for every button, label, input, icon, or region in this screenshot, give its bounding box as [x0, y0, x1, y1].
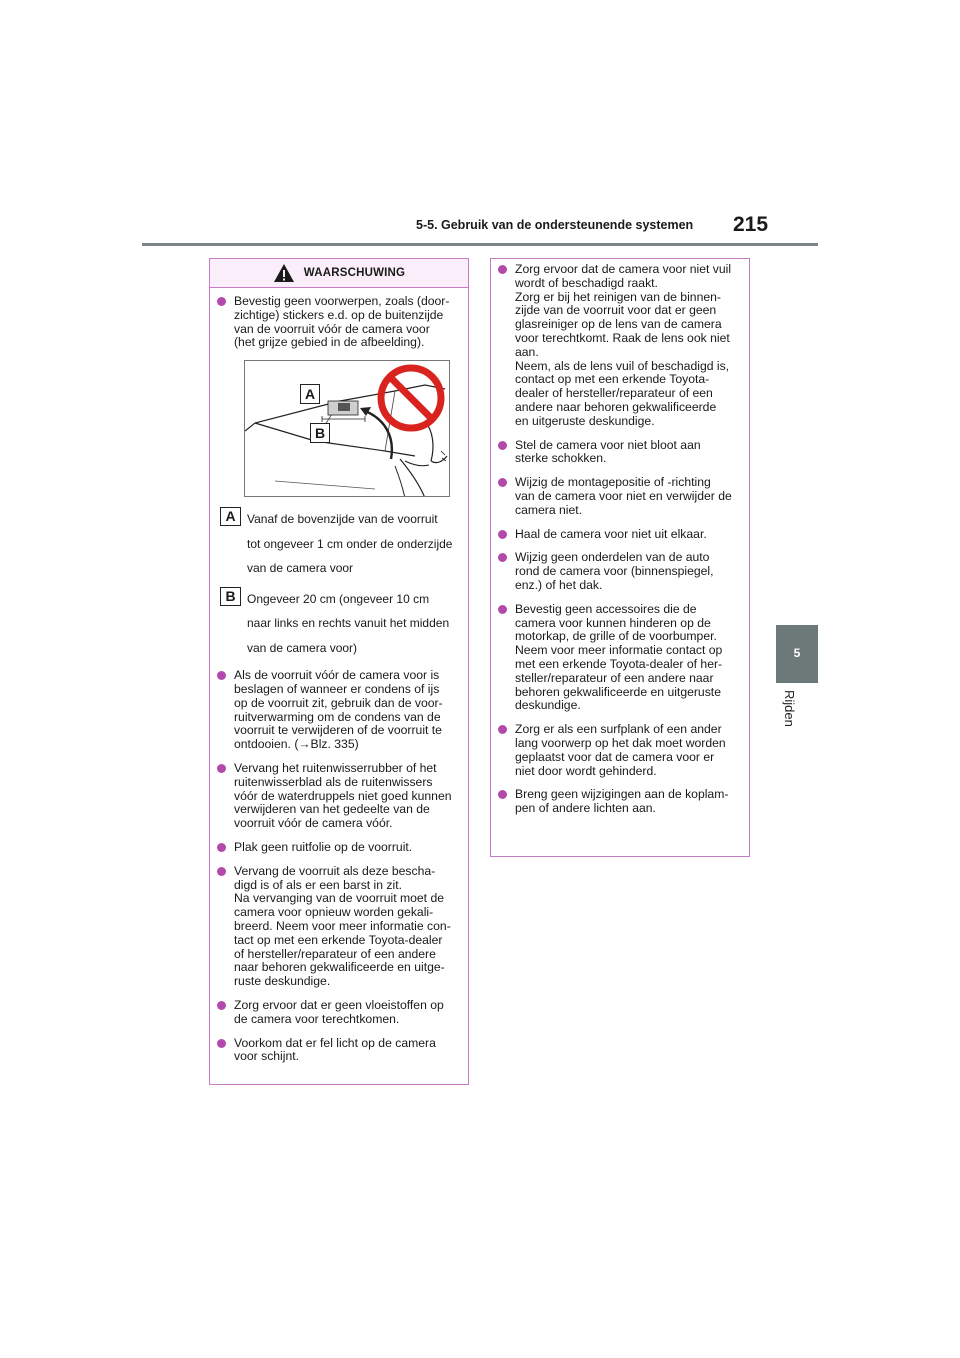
bullet-text: Zorg ervoor dat de camera voor niet vuil wordt of beschadigd raakt. Zorg er bij het reinigen van de binnen- zijde van de voorruit voor dat er geen glasreiniger op de lens van de camera voor terechtkomt. Raak de lens ook niet aan. Neem, als de lens vuil of beschadigd is, contact op met een erkende Toyota- dealer of hersteller/reparateur of een andere naar behoren gekwalificeerde en uitgeruste deskundige. — [515, 262, 732, 428]
bullet-text: Bevestig geen voorwerpen, zoals (door- zichtige) stickers e.d. op de buitenzijde van de voorruit vóór de camera voor (het grijze gebied in de afbeelding). — [234, 294, 450, 350]
legend-tag-a: A — [220, 507, 241, 526]
bullet-text: Zorg er als een surfplank of een ander lang voorwerp op het dak moet worden geplaatst voor dat de camera voor er niet door wordt gehinderd. — [515, 722, 726, 778]
bullet-text: Zorg ervoor dat er geen vloeistoffen op de camera voor terechtkomen. — [234, 997, 444, 1026]
bullet-icon — [498, 553, 507, 562]
chapter-label: Rijden — [782, 690, 797, 727]
legend-text-a: Vanaf de bovenzijde van de voorruit tot ongeveer 1 cm onder de onderzijde van de camera voor — [247, 512, 453, 576]
bullet-text: Stel de camera voor niet bloot aan sterke schokken. — [515, 437, 701, 466]
bullet-text: Plak geen ruitfolie op de voorruit. — [234, 839, 413, 854]
legend-tag-b: B — [220, 587, 241, 606]
chapter-tab[interactable]: 5 — [776, 625, 818, 683]
legend-item-a — [217, 507, 468, 581]
bullet-icon — [217, 867, 226, 876]
figure-label-a: A — [300, 384, 320, 404]
bullet-icon — [498, 478, 507, 487]
windshield-illustration — [244, 360, 450, 497]
legend-item-b — [217, 587, 468, 661]
list-item — [217, 1037, 468, 1065]
bullet-text: Als de voorruit vóór de camera voor is beslagen of wanneer er condens of ijs op de voorruit zit, gebruik dan de voor- ruitverwarming om de condens van de voorruit te verwijderen of de voorruit te ontdooien. (→Blz. 335) — [234, 668, 443, 752]
list-item — [217, 762, 468, 831]
bullet-icon — [498, 265, 507, 274]
bullet-text: Wijzig geen onderdelen van de auto rond de camera voor (binnenspiegel, enz.) of het dak. — [515, 550, 714, 592]
bullet-text: Vervang de voorruit als deze bescha- digd is of als er een barst in zit. Na vervanging van de voorruit moet de camera voor opnieuw worden gekali- breerd. Neem voor meer informatie con- tact op met een erkende Toyota-dealer of hersteller/reparateur of een andere naar behoren gekwalificeerde en uitge- ruste deskundige. — [234, 863, 451, 989]
list-item — [217, 999, 468, 1027]
list-item — [498, 603, 749, 713]
bullet-icon — [498, 790, 507, 799]
bullet-text: Haal de camera voor niet uit elkaar. — [515, 526, 707, 541]
bullet-icon — [217, 843, 226, 852]
bullet-icon — [217, 1039, 226, 1048]
bullet-icon — [498, 605, 507, 614]
list-item — [498, 723, 749, 778]
section-title: 5-5. Gebruik van de ondersteunende systemen — [416, 218, 694, 232]
warning-title: WAARSCHUWING — [303, 267, 406, 279]
warning-header — [210, 259, 468, 288]
page-number: 215 — [733, 213, 769, 236]
list-item — [217, 841, 468, 855]
list-item — [498, 263, 749, 429]
list-item — [498, 528, 749, 542]
bullet-icon — [217, 297, 226, 306]
warning-triangle-icon — [273, 263, 295, 283]
windshield-drawing — [245, 361, 450, 497]
bullet-text: Breng geen wijzigingen aan de koplam- pen of andere lichten aan. — [515, 787, 729, 816]
list-item — [217, 295, 468, 350]
list-item — [498, 551, 749, 592]
figure-label-b: B — [310, 423, 330, 443]
legend-text-b: Ongeveer 20 cm (ongeveer 10 cm naar links en rechts vanuit het midden van de camera voor) — [247, 591, 450, 655]
bullet-icon — [498, 530, 507, 539]
list-item — [498, 788, 749, 816]
warning-box-continued — [490, 258, 750, 857]
list-item — [217, 865, 468, 989]
list-item — [498, 476, 749, 517]
bullet-icon — [217, 1001, 226, 1010]
bullet-text: Bevestig geen accessoires die de camera voor kunnen hinderen op de motorkap, de grille of de voorbumper. Neem voor meer informatie contact op met een erkende Toyota-dealer of her- steller/reparateur of een andere naar behoren gekwalificeerde en uitgeruste deskundige. — [515, 601, 723, 713]
warning-box — [209, 258, 469, 1085]
list-item — [217, 669, 468, 752]
bullet-icon — [498, 441, 507, 450]
bullet-icon — [498, 725, 507, 734]
header-divider — [142, 243, 818, 246]
bullet-text: Vervang het ruitenwisserrubber of het ruitenwisserblad als de ruitenwissers vóór de waterdruppels niet goed kunnen verwijderen van het gedeelte van de voorruit vóór de camera vóór. — [234, 760, 452, 831]
bullet-icon — [217, 764, 226, 773]
bullet-icon — [217, 671, 226, 680]
bullet-text: Wijzig de montagepositie of -richting van de camera voor niet en verwijder de camera niet. — [515, 475, 732, 517]
bullet-text: Voorkom dat er fel licht op de camera voor schijnt. — [234, 1035, 436, 1064]
list-item — [498, 439, 749, 467]
